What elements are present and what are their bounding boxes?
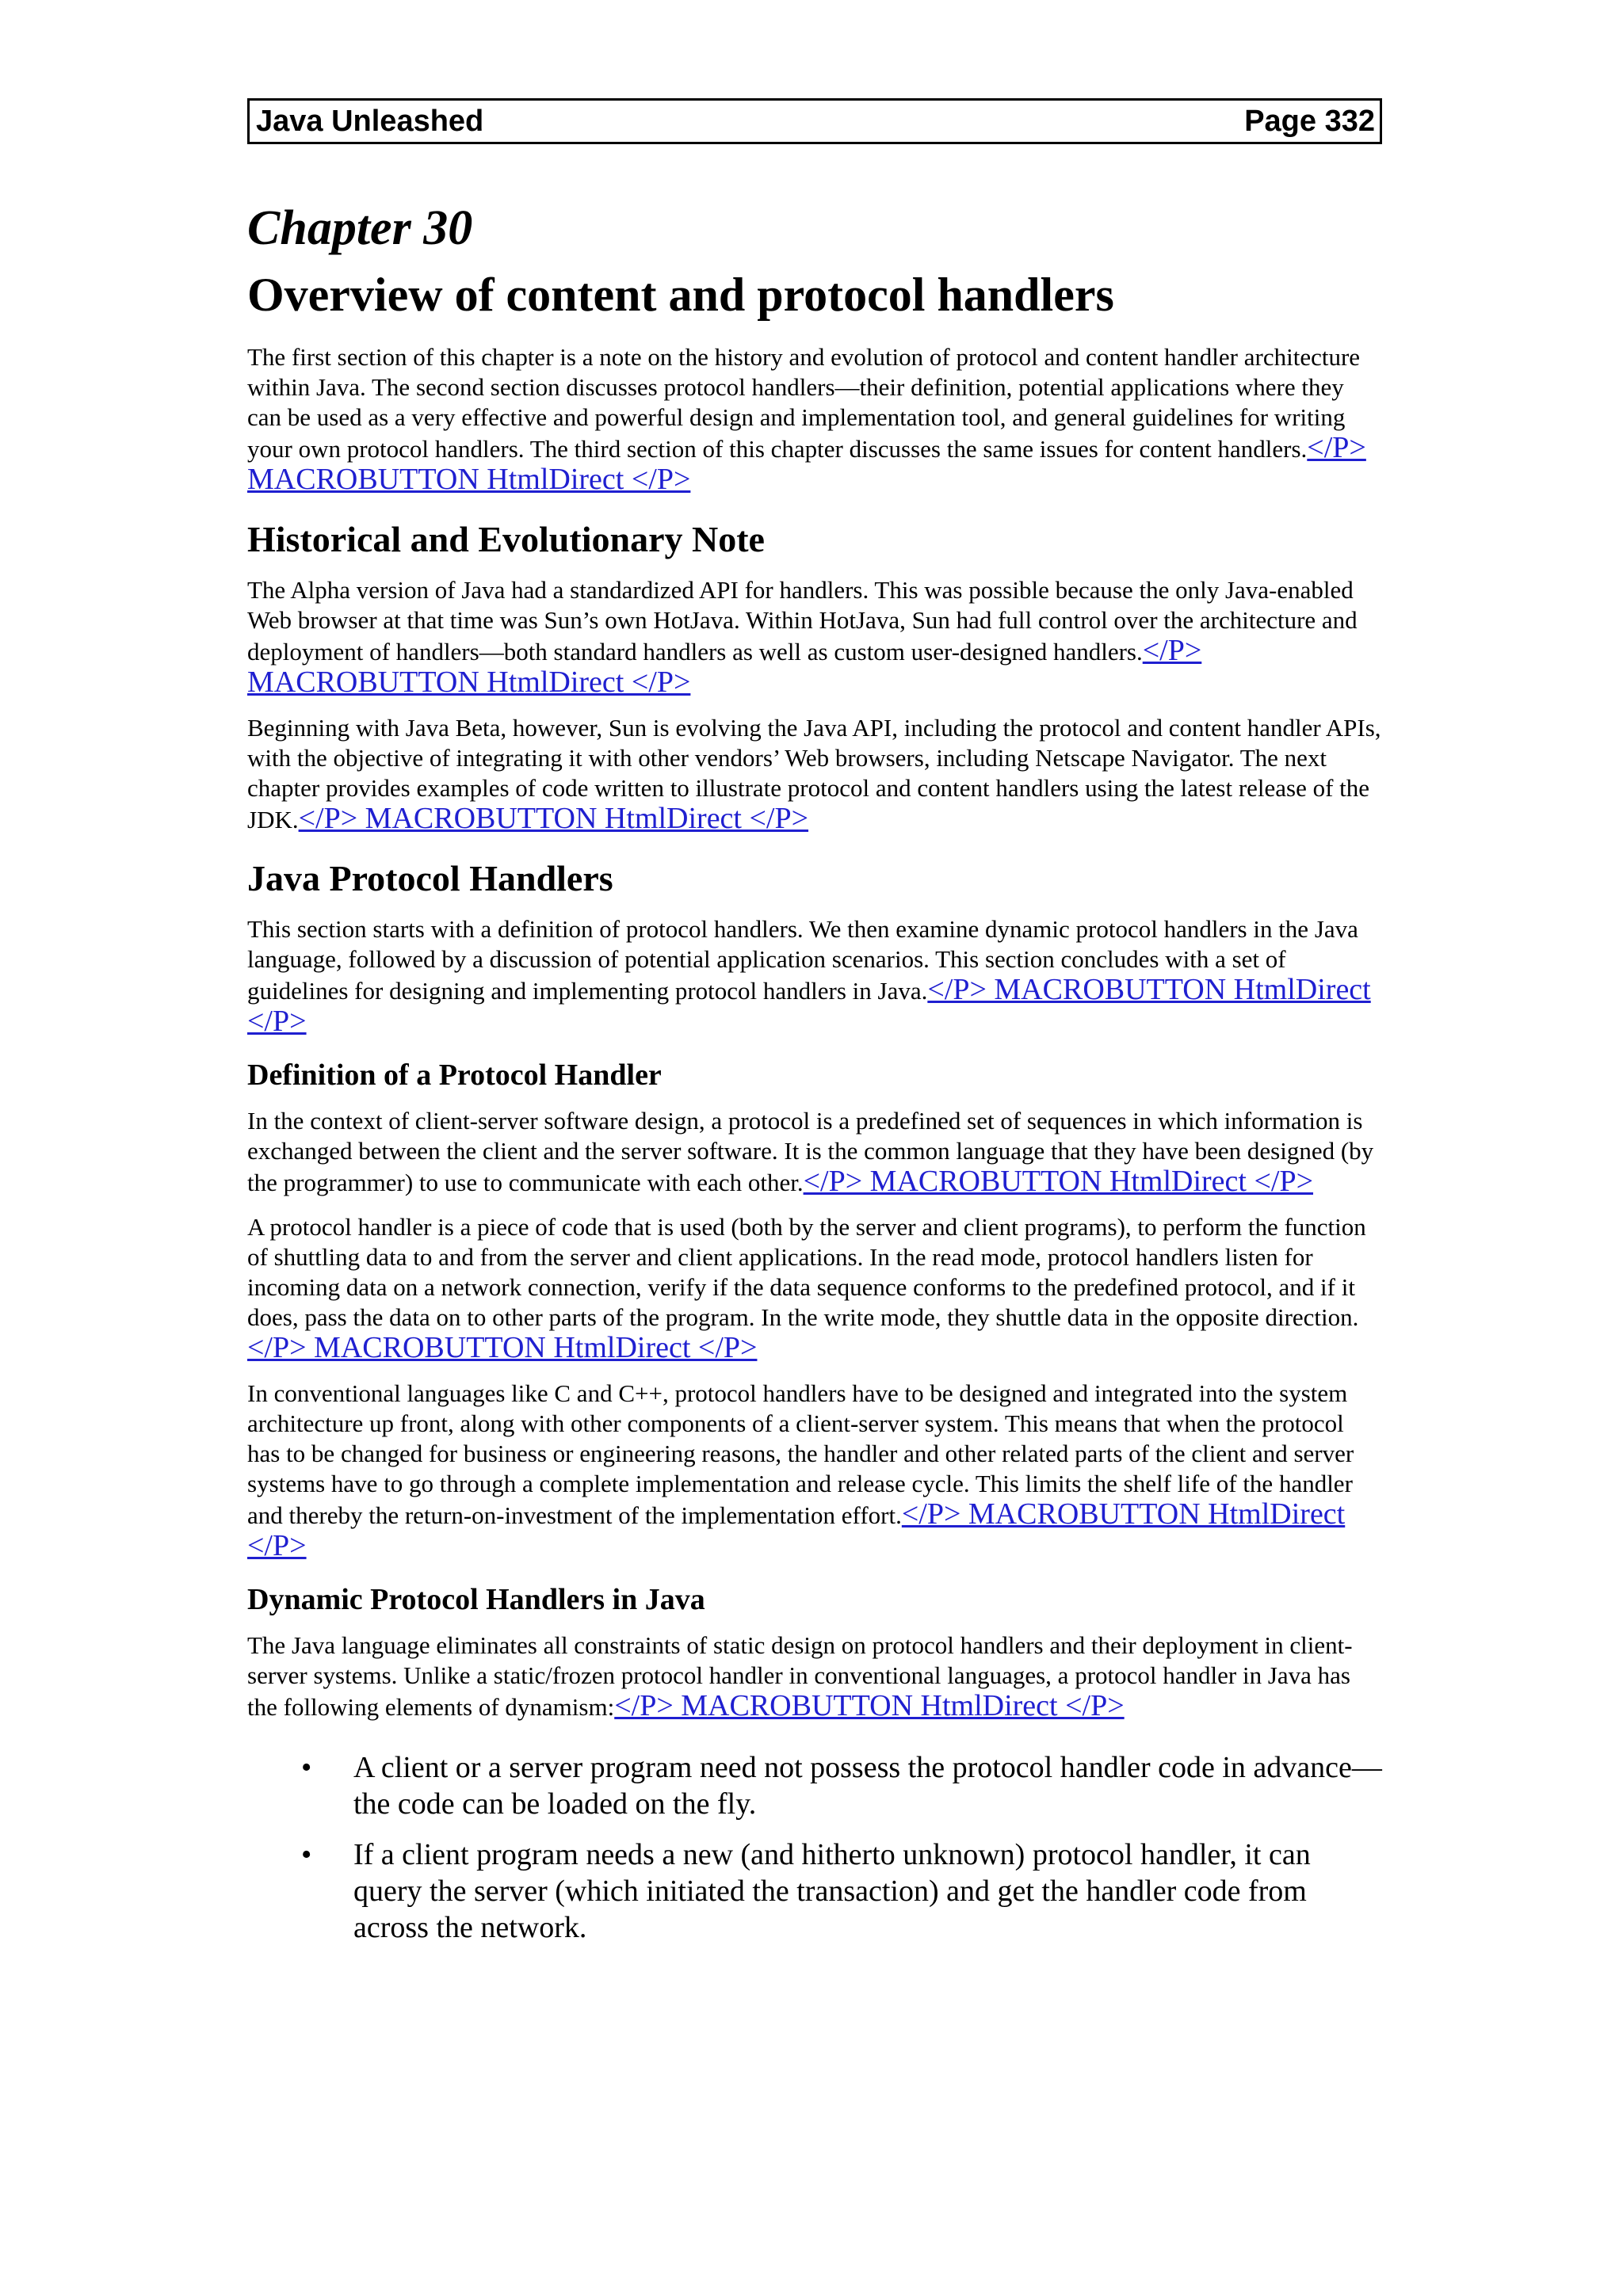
paragraph: In conventional languages like C and C++, protocol handlers have to be designed and integrated into the system architecture up front, along with other components of a client-server system. This means that when the protocol has to be changed for business or engineering reasons, the handler and other related parts of the client and server systems have to go through a complete implementation and release cycle. This limits the shelf life of the handler and thereby the return-on-investment of the implementation effort.</P> MACROBUTTON HtmlDirect </P> — [247, 1379, 1354, 1562]
bullet-list — [247, 1749, 1382, 1946]
page-content — [247, 200, 1382, 1960]
subsection-heading-dynamic: Dynamic Protocol Handlers in Java — [247, 1583, 705, 1616]
macrobutton-link[interactable]: </P> MACROBUTTON HtmlDirect </P> — [298, 802, 809, 835]
macrobutton-link[interactable]: </P> MACROBUTTON HtmlDirect </P> — [247, 973, 1371, 1038]
bullet-icon: • — [301, 1838, 312, 1871]
paragraph: A protocol handler is a piece of code that is used (both by the server and client programs), to perform the function of shuttling data to and from the server and client applications. In the read mode, protocol handlers listen for incoming data on a network connection, verify if the data sequence conforms to the predefined protocol, and if it does, pass the data on to other parts of the program. In the write mode, they shuttle data in the opposite direction.</P> MACROBUTTON HtmlDirect </P> — [247, 1213, 1366, 1364]
list-item: • A client or a server program need not possess the protocol handler code in advance—the code can be loaded on the fly. — [301, 1751, 1382, 1821]
paragraph: The Alpha version of Java had a standardized API for handlers. This was possible because the only Java-enabled Web browser at that time was Sun’s own HotJava. Within HotJava, Sun had full control over the architecture and deployment of handlers—both standard handlers as well as custom user-designed handlers.</P> MACROBUTTON HtmlDirect </P> — [247, 576, 1358, 699]
paragraph: The Java language eliminates all constraints of static design on protocol handlers and their deployment in client-server systems. Unlike a static/frozen protocol handler in conventional languages, a protocol handler in Java has the following elements of dynamism:</P> MACROBUTTON HtmlDirect </P> — [247, 1631, 1353, 1722]
list-item: • If a client program needs a new (and hitherto unknown) protocol handler, it can query the server (which initiated the transaction) and get the handler code from across the network. — [301, 1838, 1311, 1944]
section-heading-historical: Historical and Evolutionary Note — [247, 519, 765, 559]
paragraph: Beginning with Java Beta, however, Sun is evolving the Java API, including the protocol and content handler APIs, with the objective of integrating it with other vendors’ Web browsers, including Netscape Navigator. The next chapter provides examples of code written to illustrate protocol and content handlers using the latest release of the JDK.</P> MACROBUTTON HtmlDirect </P> — [247, 714, 1381, 835]
macrobutton-link[interactable]: </P> MACROBUTTON HtmlDirect </P> — [247, 1497, 1346, 1562]
paragraph: This section starts with a definition of protocol handlers. We then examine dynamic protocol handlers in the Java language, followed by a discussion of potential application scenarios. This section concludes with a set of guidelines for designing and implementing protocol handlers in Java.</P> MACROBUTTON HtmlDirect </P> — [247, 915, 1371, 1038]
subsection-heading-definition: Definition of a Protocol Handler — [247, 1058, 662, 1092]
macrobutton-link[interactable]: </P> MACROBUTTON HtmlDirect </P> — [247, 431, 1366, 496]
macrobutton-link[interactable]: </P> MACROBUTTON HtmlDirect </P> — [247, 634, 1202, 699]
section-heading-protocol-handlers: Java Protocol Handlers — [247, 858, 613, 898]
macrobutton-link[interactable]: </P> MACROBUTTON HtmlDirect </P> — [614, 1689, 1125, 1722]
page-number: Page 332 — [1244, 104, 1375, 138]
chapter-number: Chapter 30 — [247, 201, 473, 255]
macrobutton-link[interactable]: </P> MACROBUTTON HtmlDirect </P> — [247, 1331, 758, 1364]
paragraph: In the context of client-server software design, a protocol is a predefined set of sequences in which information is exchanged between the client and the server software. It is the common language that they have been designed (by the programmer) to use to communicate with each other.</P> MACROBUTTON HtmlDirect </P> — [247, 1107, 1374, 1198]
chapter-title: Overview of content and protocol handlers — [247, 269, 1114, 321]
intro-paragraph: The first section of this chapter is a note on the history and evolution of protocol and content handler architecture within Java. The second section discusses protocol handlers—their definition, potential applications where they can be used as a very effective and powerful design and implementation tool, and general guidelines for writing your own protocol handlers. The third section of this chapter discusses the same issues for content handlers.</P> MACROBUTTON HtmlDirect </P> — [247, 343, 1366, 496]
book-title: Java Unleashed — [256, 104, 484, 138]
running-header — [247, 98, 1382, 144]
macrobutton-link[interactable]: </P> MACROBUTTON HtmlDirect </P> — [803, 1165, 1314, 1198]
bullet-icon: • — [301, 1751, 312, 1784]
